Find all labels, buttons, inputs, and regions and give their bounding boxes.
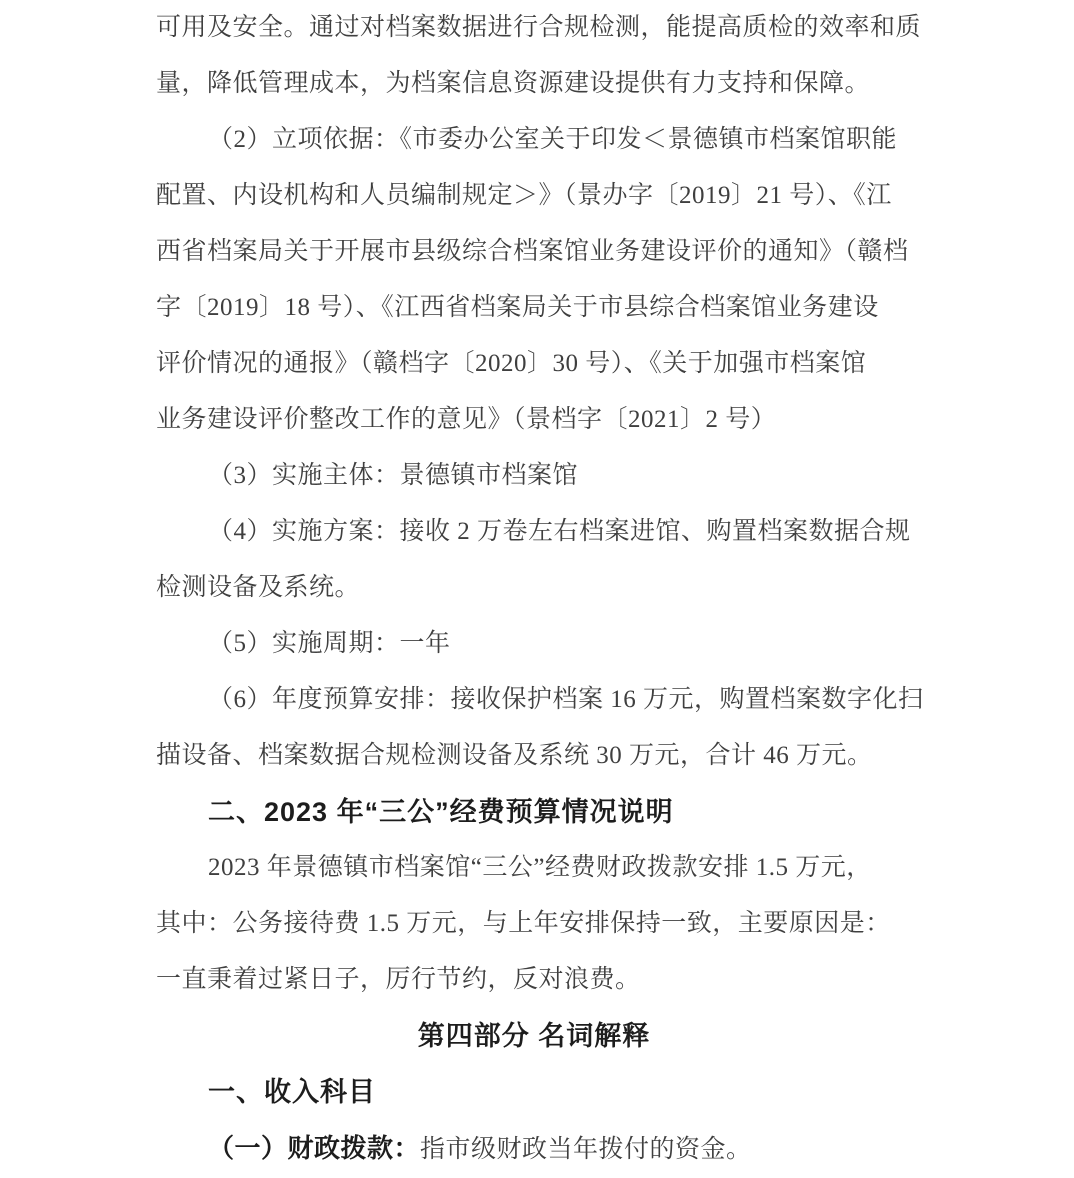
doc-line: （2）立项依据：《市委办公室关于印发＜景德镇市档案馆职能 [208, 126, 898, 153]
doc-line: 量，降低管理成本，为档案信息资源建设提供有力支持和保障。 [156, 70, 871, 97]
doc-line: （4）实施方案：接收 2 万卷左右档案进馆、购置档案数据合规 [208, 518, 911, 545]
doc-line: 其中：公务接待费 1.5 万元，与上年安排保持一致，主要原因是： [156, 910, 891, 937]
doc-line: 一直秉着过紧日子，厉行节约，反对浪费。 [156, 966, 641, 993]
doc-line: 检测设备及系统。 [156, 574, 361, 601]
glossary-term: （一）财政拨款： [208, 1133, 421, 1163]
section-heading-sangong: 二、2023 年“三公”经费预算情况说明 [208, 797, 674, 827]
doc-line: 2023 年景德镇市档案馆“三公”经费财政拨款安排 1.5 万元， [208, 854, 872, 881]
doc-line: 西省档案局关于开展市县级综合档案馆业务建设评价的通知》（赣档 [156, 238, 909, 265]
doc-line: 字〔2019〕18 号）、《江西省档案局关于市县综合档案馆业务建设 [156, 294, 879, 321]
document-page [156, 0, 924, 1176]
doc-line: 评价情况的通报》（赣档字〔2020〕30 号）、《关于加强市档案馆 [156, 350, 867, 377]
part-heading-glossary: 第四部分 名词解释 [417, 1021, 651, 1051]
glossary-definition: 指市级财政当年拨付的资金。 [420, 1136, 752, 1163]
subsection-heading-income: 一、收入科目 [208, 1077, 376, 1107]
doc-line: （6）年度预算安排：接收保护档案 16 万元，购置档案数字化扫 [208, 686, 924, 713]
doc-line: 配置、内设机构和人员编制规定＞》（景办字〔2019〕21 号）、《江 [156, 182, 892, 209]
doc-line: 可用及安全。通过对档案数据进行合规检测，能提高质检的效率和质 [156, 14, 922, 41]
doc-line: （3）实施主体：景德镇市档案馆 [208, 462, 579, 489]
doc-line [156, 1120, 912, 1176]
doc-line: 业务建设评价整改工作的意见》（景档字〔2021〕2 号） [156, 406, 777, 433]
doc-line: （5）实施周期：一年 [208, 630, 451, 657]
doc-line: 描设备、档案数据合规检测设备及系统 30 万元，合计 46 万元。 [156, 742, 873, 769]
